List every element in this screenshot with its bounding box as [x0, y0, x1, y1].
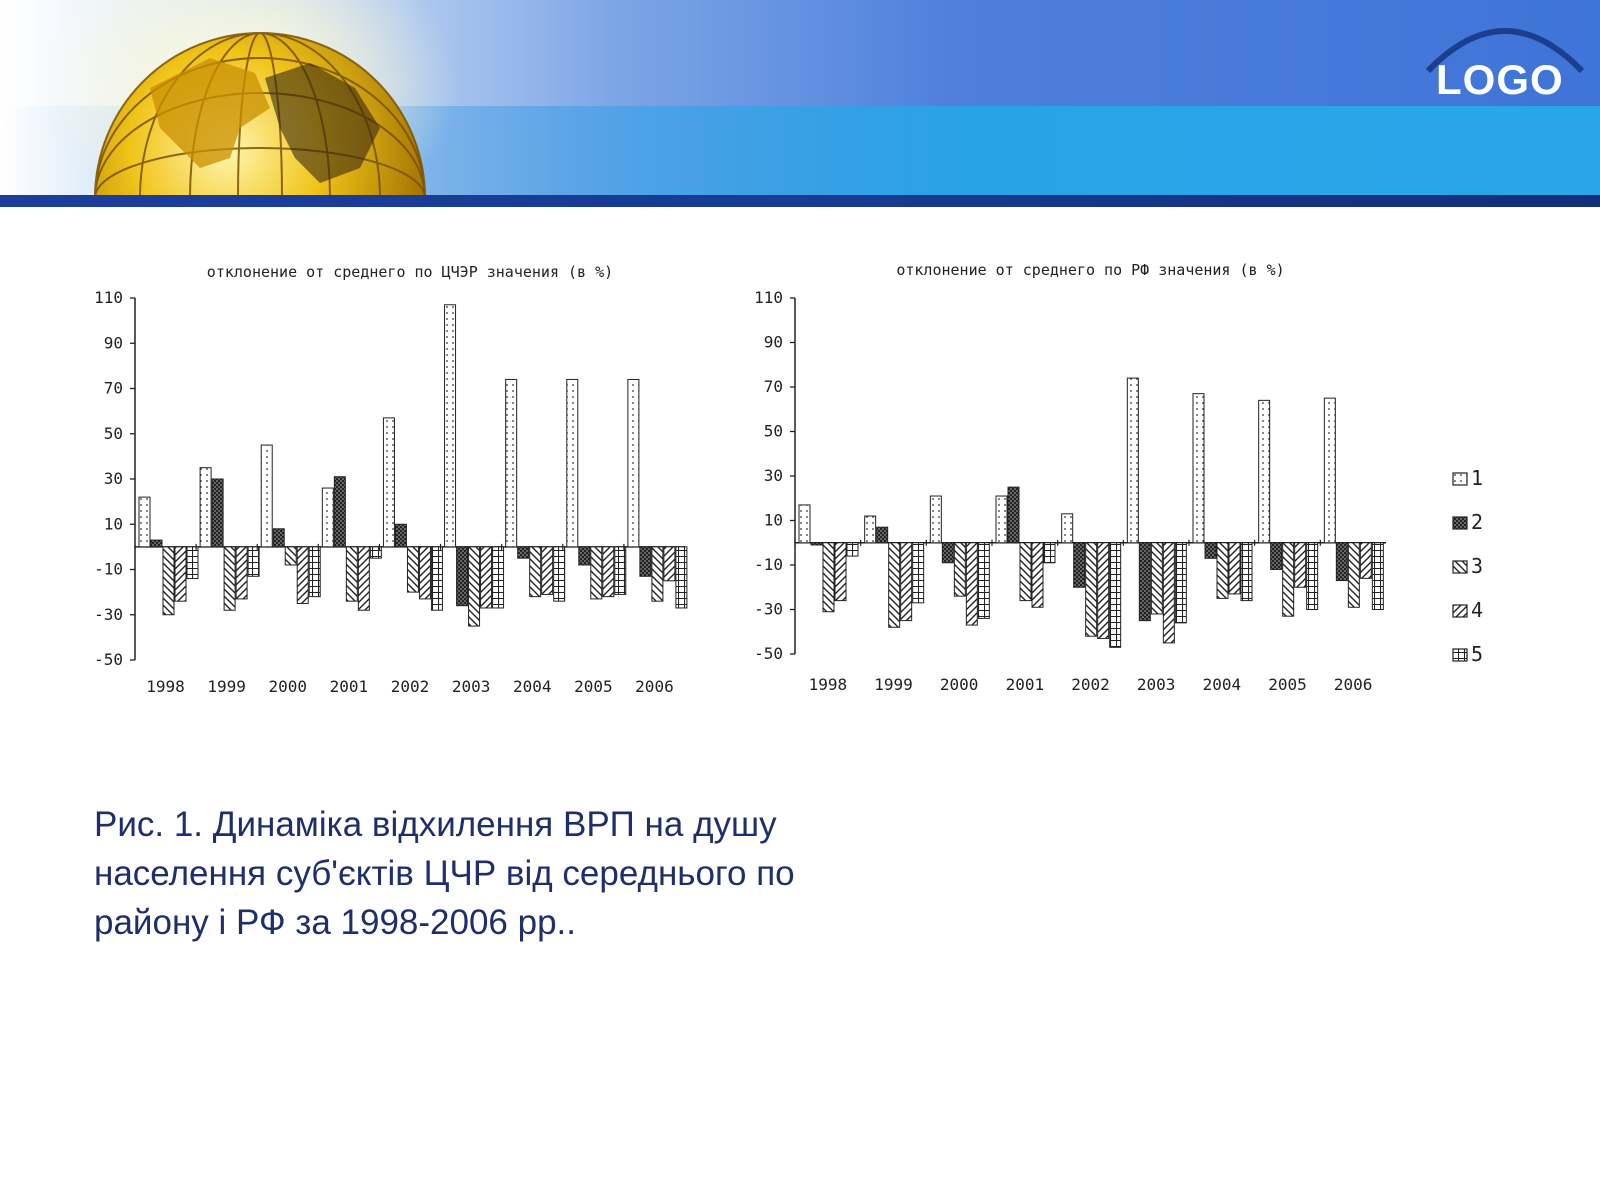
bar-series-3-2006: [652, 547, 663, 601]
y-tick-label: 10: [103, 514, 123, 534]
bar-series-2-2006: [640, 547, 651, 576]
x-tick-label: 2006: [1333, 675, 1373, 694]
legend-label-2: 2: [1471, 510, 1484, 534]
bar-series-3-2003: [1151, 543, 1162, 614]
bar-series-1-2000: [261, 445, 272, 547]
legend-label-3: 3: [1471, 554, 1484, 578]
y-tick-label: -10: [754, 555, 783, 574]
bar-series-2-2000: [942, 543, 953, 563]
bar-series-4-2000: [966, 543, 977, 625]
y-tick-label: 70: [103, 378, 123, 398]
y-tick-label: 50: [103, 423, 123, 443]
bar-series-3-2001: [346, 547, 357, 601]
bar-series-3-1998: [163, 547, 174, 615]
bar-series-2-2002: [1074, 543, 1085, 588]
bar-series-2-2004: [1205, 543, 1216, 559]
x-tick-label: 2000: [939, 675, 979, 694]
y-tick-label: 110: [94, 288, 123, 307]
x-tick-label: 2003: [451, 677, 491, 696]
bar-series-3-2000: [285, 547, 296, 565]
legend-swatch-4: [1453, 605, 1467, 617]
y-tick-label: -30: [754, 599, 783, 619]
bar-series-4-2003: [481, 547, 492, 608]
bar-series-2-2006: [1336, 543, 1347, 581]
legend-swatch-5: [1453, 649, 1467, 661]
x-tick-label: 1999: [207, 677, 246, 696]
bar-series-5-2005: [615, 547, 626, 595]
bar-series-3-2005: [591, 547, 602, 599]
bar-series-1-1999: [200, 468, 211, 547]
bar-series-1-2000: [930, 496, 941, 543]
bar-series-5-2004: [1241, 543, 1252, 601]
bar-series-2-2005: [1271, 543, 1282, 570]
chart-svg: [738, 250, 1518, 720]
x-tick-label: 2006: [635, 677, 674, 696]
bar-series-3-2004: [1217, 543, 1228, 599]
bar-series-4-2004: [542, 547, 553, 595]
bar-series-2-2000: [273, 529, 284, 547]
bar-series-5-1998: [187, 547, 198, 579]
chart-czher-deviation: [60, 250, 720, 720]
chart-svg: [60, 250, 720, 720]
bar-series-1-2006: [628, 379, 639, 546]
legend-swatch-3: [1453, 561, 1467, 573]
bar-series-4-2006: [664, 547, 675, 581]
bar-series-1-2002: [1062, 514, 1073, 543]
y-tick-label: -10: [94, 559, 123, 579]
bar-series-1-2004: [1193, 394, 1204, 543]
y-tick-label: 90: [103, 333, 123, 353]
bar-series-4-1999: [236, 547, 247, 599]
x-tick-label: 1998: [146, 677, 185, 696]
bar-series-2-1999: [212, 479, 223, 547]
bar-series-1-2004: [506, 379, 517, 546]
y-tick-label: 30: [103, 469, 123, 488]
header-rule: [0, 195, 1600, 207]
bar-series-1-2001: [322, 488, 333, 547]
bar-series-5-2002: [1110, 543, 1121, 648]
slide-header: [0, 0, 1600, 195]
bar-series-2-2003: [1139, 543, 1150, 621]
bar-series-2-1998: [811, 543, 822, 545]
bar-series-5-1999: [248, 547, 259, 576]
bar-series-4-2003: [1163, 543, 1174, 643]
bar-series-1-2003: [1127, 378, 1138, 543]
bar-series-3-2005: [1283, 543, 1294, 616]
legend-label-1: 1: [1471, 466, 1484, 490]
y-tick-label: -50: [754, 644, 783, 663]
bar-series-1-1998: [799, 505, 810, 543]
x-tick-label: 2004: [1202, 675, 1242, 694]
bar-series-5-2003: [493, 547, 504, 608]
bar-series-5-2006: [676, 547, 687, 608]
figure-caption: Рис. 1. Динаміка відхилення ВРП на душу населення суб'єктів ЦЧР від середнього по району і РФ за 1998-2006 рр..: [94, 805, 795, 942]
x-tick-label: 2005: [1268, 675, 1307, 694]
bar-series-1-2006: [1324, 398, 1335, 543]
bar-series-3-2001: [1020, 543, 1031, 601]
bar-series-5-2002: [431, 547, 442, 610]
bar-series-3-2003: [469, 547, 480, 626]
bar-series-5-2004: [554, 547, 565, 601]
bar-series-1-2005: [1259, 400, 1270, 542]
bar-series-4-2004: [1229, 543, 1240, 594]
bar-series-1-2002: [383, 418, 394, 547]
bar-series-5-2000: [309, 547, 320, 597]
bar-series-4-1999: [901, 543, 912, 621]
bar-series-3-2006: [1348, 543, 1359, 608]
chart-title: отклонение от среднего по ЦЧЭР значения (в %): [206, 263, 614, 281]
x-tick-label: 2004: [512, 677, 552, 696]
bar-series-5-2005: [1307, 543, 1318, 610]
bar-series-2-2003: [457, 547, 468, 606]
bar-series-4-2005: [1295, 543, 1306, 588]
bar-series-1-2003: [445, 305, 456, 547]
bar-series-2-1998: [151, 540, 162, 547]
bar-series-3-1998: [823, 543, 834, 612]
legend-label-4: 4: [1471, 598, 1484, 622]
bar-series-4-2006: [1360, 543, 1371, 579]
bar-series-2-2004: [518, 547, 529, 558]
legend-swatch-2: [1453, 517, 1467, 529]
legend-swatch-1: [1453, 473, 1467, 485]
chart-title: отклонение от среднего по РФ значения (в %): [896, 261, 1285, 279]
bar-series-2-1999: [877, 527, 888, 543]
bar-series-4-2000: [297, 547, 308, 604]
bar-series-4-1998: [175, 547, 186, 601]
chart-rf-deviation: [738, 250, 1518, 720]
bar-series-2-2005: [579, 547, 590, 565]
x-tick-label: 1999: [874, 675, 913, 694]
bar-series-2-2001: [1008, 487, 1019, 543]
bar-series-4-2002: [1098, 543, 1109, 639]
legend-label-5: 5: [1471, 642, 1484, 666]
y-tick-label: 50: [763, 421, 783, 441]
bar-series-2-2001: [334, 477, 345, 547]
bar-series-3-1999: [889, 543, 900, 628]
bar-series-2-2002: [395, 524, 406, 547]
bar-series-4-2002: [419, 547, 430, 599]
x-tick-label: 2005: [574, 677, 613, 696]
y-tick-label: -30: [94, 604, 123, 624]
bar-series-5-2003: [1175, 543, 1186, 623]
x-tick-label: 2002: [390, 677, 430, 696]
bar-series-3-2002: [1086, 543, 1097, 636]
bar-series-5-2000: [978, 543, 989, 619]
globe-icon: [80, 18, 440, 195]
y-tick-label: 70: [763, 377, 783, 396]
bar-series-5-1998: [847, 543, 858, 556]
y-tick-label: 30: [763, 466, 783, 485]
y-tick-label: -50: [94, 650, 123, 669]
x-tick-label: 2001: [1005, 675, 1045, 694]
bar-series-5-2006: [1372, 543, 1383, 610]
x-tick-label: 2000: [268, 677, 308, 696]
bar-series-1-1998: [139, 497, 150, 547]
logo: LOGO: [1436, 56, 1564, 103]
bar-series-5-2001: [1044, 543, 1055, 563]
bar-series-1-2005: [567, 379, 578, 546]
bar-series-5-1999: [913, 543, 924, 603]
bar-series-1-2001: [996, 496, 1007, 543]
x-tick-label: 2001: [329, 677, 369, 696]
bar-series-3-2004: [530, 547, 541, 597]
bar-series-1-1999: [865, 516, 876, 543]
bar-series-3-2000: [954, 543, 965, 596]
x-tick-label: 2002: [1071, 675, 1110, 694]
y-tick-label: 90: [763, 332, 783, 352]
x-tick-label: 2003: [1136, 675, 1176, 694]
bar-series-3-1999: [224, 547, 235, 610]
bar-series-3-2002: [407, 547, 418, 592]
bar-series-4-1998: [835, 543, 846, 601]
y-tick-label: 110: [754, 288, 783, 307]
bar-series-4-2001: [1032, 543, 1043, 608]
bar-series-4-2001: [358, 547, 369, 610]
x-tick-label: 1998: [808, 675, 848, 694]
bar-series-4-2005: [603, 547, 614, 597]
y-tick-label: 10: [763, 510, 783, 530]
